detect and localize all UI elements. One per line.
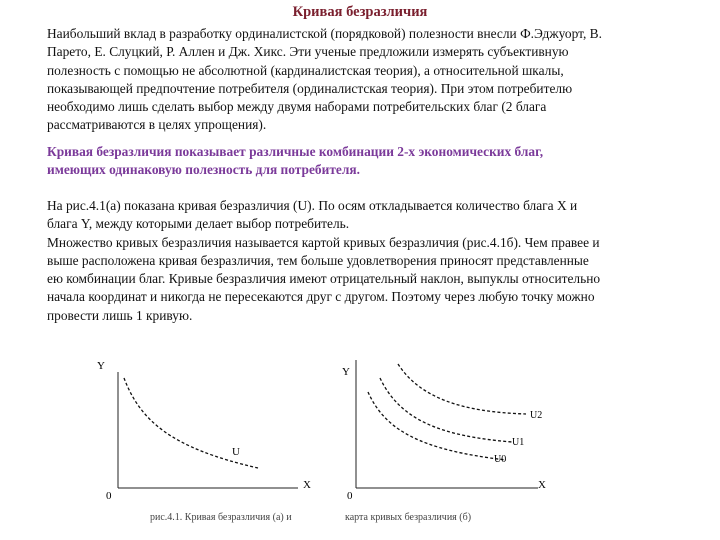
intro-line: показывающей предпочтение потребителя (ординалистская теория). При этом потребителю: [47, 80, 573, 96]
body-line: блага Y, между которыми делает выбор потребитель.: [47, 216, 350, 232]
figure-b: [342, 360, 546, 523]
body-line: На рис.4.1(а) показана кривая безразличия (U). По осям откладывается количество блага Х и: [47, 198, 578, 213]
intro-line: рассматриваются в целях упрощения).: [47, 117, 267, 133]
intro-line: Наибольший вклад в разработку ординалистской (порядковой) полезности внесли Ф.Эджуорт, В.: [47, 26, 602, 41]
body-line: начала координат и никогда не пересекаются друг с другом. Поэтому через любую точку можно: [47, 289, 595, 305]
intro-line: Парето, Е. Слуцкий, Р. Аллен и Дж. Хикс. Эти ученые предложили измерять субъективную: [47, 44, 569, 60]
figure-b-curve-label-u2: U2: [530, 410, 543, 421]
figure-b-curve-label-u1: U1: [512, 437, 525, 448]
indifference-curve-u1: [380, 378, 512, 442]
indifference-curve-u0: [368, 392, 506, 460]
definition-line: Кривая безразличия показывает различные комбинации 2-х экономических благ,: [47, 144, 544, 159]
figure-a-curve-label: U: [232, 446, 240, 458]
definition-line: имеющих одинаковую полезность для потребителя.: [47, 162, 360, 178]
page-title: Кривая безразличия: [292, 4, 428, 20]
figure-b-x-label: X: [538, 479, 546, 491]
figure-b-curve-label-u0: U0: [494, 454, 507, 465]
figure-b-y-label: Y: [342, 366, 350, 378]
figure-a-origin-label: 0: [106, 490, 112, 502]
figure-a: [97, 360, 311, 523]
intro-line: необходимо лишь сделать выбор между двумя наборами потребительских благ (2 блага: [47, 99, 547, 115]
body-line: выше расположена кривая безразличия, тем больше удовлетворения приносят представленные: [47, 252, 589, 268]
intro-line: полезность с помощью не абсолютной (кардиналистская теория), а относительной шкалы,: [47, 62, 564, 78]
figure-a-caption: рис.4.1. Кривая безразличия (а) и: [150, 512, 292, 523]
indifference-curve-u2: [398, 364, 526, 414]
figure-b-origin-label: 0: [347, 490, 353, 502]
body-line: Множество кривых безразличия называется картой кривых безразличия (рис.4.1б). Чем правее и: [47, 234, 600, 250]
figure-a-x-label: X: [303, 479, 311, 491]
body-line: провести лишь 1 кривую.: [47, 307, 193, 323]
body-line: ею комбинации благ. Кривые безразличия имеют отрицательный наклон, выпуклы относительно: [47, 271, 601, 287]
figure-a-y-label: Y: [97, 360, 105, 372]
figure-b-caption: карта кривых безразличия (б): [345, 512, 472, 523]
